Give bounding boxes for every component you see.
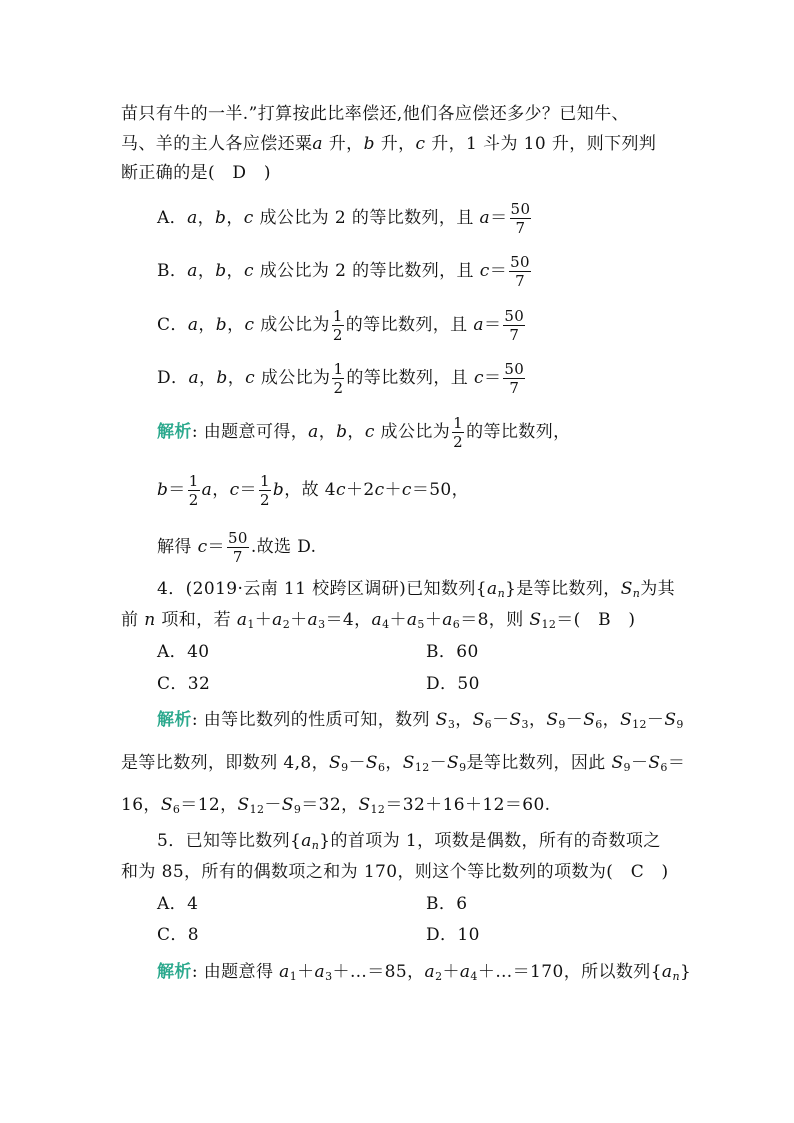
fraction: $\frac{50}{7}$ [510, 200, 531, 237]
text: : 由等比数列的性质可知，数列 [191, 710, 430, 730]
q4-option-d: D．50 [426, 674, 480, 694]
text: ＋2 [345, 480, 375, 500]
text: 为其 [640, 579, 676, 599]
text: : 由题意得 [191, 962, 274, 982]
text: 成公比为 [259, 261, 330, 281]
text: .故选 D. [250, 537, 317, 557]
text: ＝( B ) [556, 610, 636, 630]
intro-line-1 [121, 103, 629, 125]
text: 2 [335, 261, 347, 281]
text: 是等比数列，即数列 4,8， [121, 753, 330, 773]
q4-solution-line-1: 解析: 由等比数列的性质可知，数列 $S_3$，$S_6-S_3$，$S_9-S_6$，$S_{12}-S_9$ [157, 710, 684, 731]
text: }的首项为 1，项数是偶数，所有的奇数项之 [319, 831, 661, 851]
text: 的等比数列， [466, 422, 571, 442]
text: 成公比为 [260, 368, 331, 388]
q5-line-2 [121, 861, 669, 883]
text: 2 [334, 208, 347, 228]
q5-solution-line-1: 解析: 由题意得 $a_1+a_3+\dots=85$，$a_2+a_4+\dots=170$，所以数列$\{a_n\}$ [157, 962, 692, 983]
answer-line: 断正确的是( D ) [121, 163, 271, 183]
fraction: $\frac{50}{7}$ [510, 253, 530, 290]
text: ＝85， [367, 962, 425, 982]
q3-solution-line-2: b＝ $\frac{1}{2}$ a，c＝ $\frac{1}{2}$ b，故 4c＋2c＋c＝50， [157, 472, 470, 509]
text: ＝8，则 [460, 610, 524, 630]
q4-option-c: C．32 [157, 674, 211, 694]
q4-option-a: A．40 [157, 642, 210, 662]
solution-label: 解析 [157, 962, 192, 982]
q3-solution-line-3: 解得 c＝ $\frac{50}{7}$ .故选 D. [157, 529, 317, 566]
q5-option-a: A．4 [157, 894, 199, 914]
text: 的等比数列，且 [352, 261, 474, 281]
fraction-half: $\frac{1}{2}$ [188, 472, 199, 509]
text: 和为 85，所有的偶数项之和为 170，则这个等比数列的项数为( C ) [121, 862, 669, 882]
option-letter: C． [157, 315, 188, 335]
text: 马、羊的主人各应偿还粟 [121, 134, 313, 154]
fraction-half: $\frac{1}{2}$ [332, 307, 343, 344]
text: 成公比为 [380, 422, 451, 442]
text: : 由题意可得， [191, 422, 309, 442]
text: 16， [121, 795, 161, 815]
text: ＝4， [325, 610, 372, 630]
text: ＝170，所以数列{ [512, 962, 662, 982]
text: }是等比数列， [505, 579, 621, 599]
q5-option-d: D．10 [426, 925, 480, 945]
text: 升， [380, 134, 416, 154]
fraction-half: $\frac{1}{2}$ [259, 472, 270, 509]
text: 解得 [157, 537, 192, 557]
text: } [679, 962, 692, 982]
text: ＝50， [411, 480, 470, 500]
text: 成公比为 [259, 208, 330, 228]
fraction: $\frac{50}{7}$ [504, 360, 525, 397]
text: 的等比数列，且 [346, 368, 469, 388]
var-a: a [312, 134, 323, 154]
q4-option-b: B．60 [426, 642, 479, 662]
option-letter: B． [157, 261, 188, 281]
q5-line-1: 5．已知等比数列$\{a_n\}$的首项为 1，项数是偶数，所有的奇数项之 [157, 831, 661, 852]
text: 成公比为 [260, 315, 330, 335]
intro-line-3 [121, 162, 271, 184]
q5-option-b: B．6 [426, 894, 468, 914]
text: 升，1 斗为 10 升，则下列判 [431, 134, 657, 154]
text: 项和，若 [161, 610, 231, 630]
intro-line-2 [121, 133, 656, 155]
q4-solution-line-3: 16，$S_6=12$，$S_{12}-S_9=32$，$S_{12}=32+16+12=60$. [121, 795, 551, 816]
q4-line-1: 4．(2019·云南 11 校跨区调研)已知数列$\{a_n\}$是等比数列，$S_n$为其 [157, 579, 676, 600]
text: 5．已知等比数列{ [157, 831, 302, 851]
fraction: $\frac{50}{7}$ [227, 529, 248, 566]
option-letter: A． [157, 208, 188, 228]
q3-solution-line-1: 解析: 由题意可得，a，b，c 成公比为 $\frac{1}{2}$ 的等比数列， [157, 414, 571, 451]
q3-option-c: C．a，b，c 成公比为 $\frac{1}{2}$ 的等比数列，且 a＝ $\frac{50}{7}$ [157, 307, 525, 344]
text: ，故 4 [284, 480, 337, 500]
var-b: b [363, 134, 375, 154]
text: 升， [328, 134, 364, 154]
q3-option-d: D．a，b，c 成公比为 $\frac{1}{2}$ 的等比数列，且 c＝ $\frac{50}{7}$ [157, 360, 525, 397]
q5-option-c: C．8 [157, 925, 200, 945]
solution-label: 解析 [157, 710, 192, 730]
option-letter: D． [157, 368, 189, 388]
q3-option-b: B．a，b，c 成公比为 2 的等比数列，且 c＝ $\frac{50}{7}$ [157, 253, 530, 290]
solution-label: 解析 [157, 422, 192, 442]
q4-solution-line-2: 是等比数列，即数列 4,8，$S_9-S_6$，$S_{12}-S_9$是等比数列，因此 $S_9-S_6=$ [121, 753, 686, 774]
q4-line-2: 前 n 项和，若 $a_1+a_2+a_3=4$，$a_4+a_5+a_6=8$，则 $S_{12}=$( B ) [121, 610, 636, 631]
var-c: c [415, 134, 426, 154]
text: 前 [121, 610, 139, 630]
text: 的等比数列，且 [345, 315, 468, 335]
fraction: $\frac{50}{7}$ [504, 307, 525, 344]
text: 4．(2019·云南 11 校跨区调研)已知数列{ [157, 579, 488, 599]
text: 是等比数列，因此 [466, 753, 606, 773]
text: 苗只有牛的一半.”打算按此比率偿还,他们各应偿还多少？已知牛、 [121, 104, 629, 124]
text: 的等比数列，且 [351, 208, 474, 228]
fraction-half: $\frac{1}{2}$ [333, 360, 344, 397]
q3-option-a: A．a，b，c 成公比为 2 的等比数列，且 a＝ $\frac{50}{7}$ [157, 200, 531, 237]
fraction-half: $\frac{1}{2}$ [453, 414, 464, 451]
